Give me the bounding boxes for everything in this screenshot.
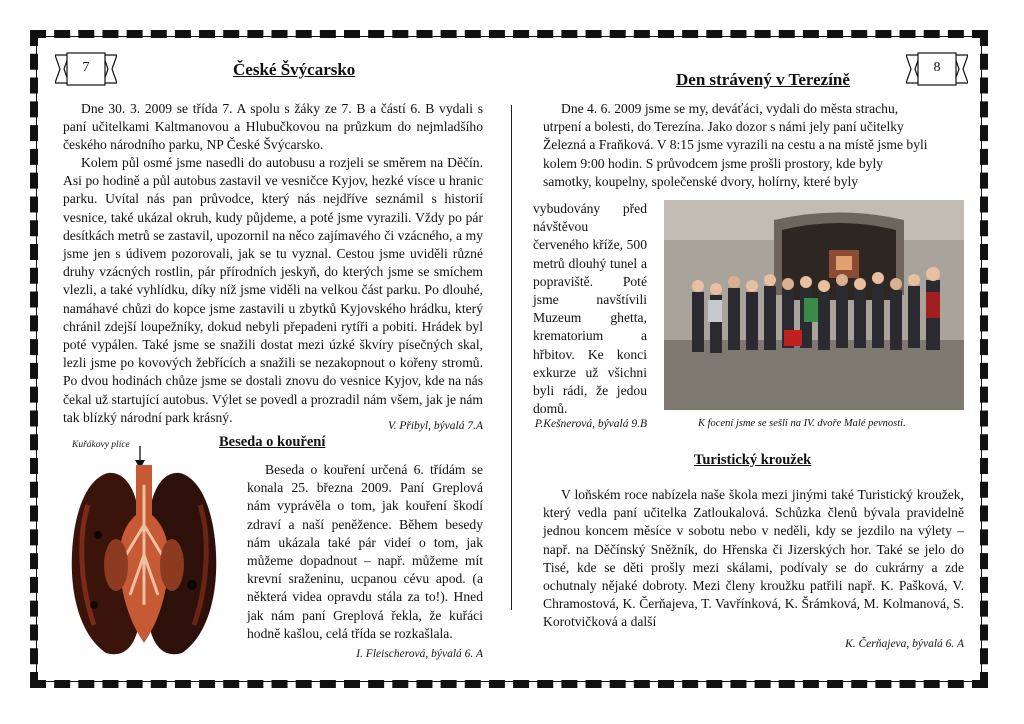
article-paragraph-2: Kolem půl osmé jsme nasedli do autobusu a rozjeli se směrem na Děčín. Asi po hodině a půl autobus zastavil ve vesničce Kyjov, hezké vísce u hranic parku. Uvítal nás pan průvodce, který nás nejdříve seznámil s historií vesnice, také ukázal okruh, kudy půjdeme, a poté jsme vyrazili. Vždy po pár desítkách metrů se zastavil, upozornil na něco zajímavého či vzácného, a my jsme jen s údivem pozorovali, jak se tu vyznal. Cestou jsme uviděli různé druhy vzácných rostlin, pár přírodních jeskyň, do kterých jsme se smíchem vlezli, a také vyhlídku, díky níž jsme viděli na velkou část parku. Po dlouhé, namáhavé chůzi do kopce jsme zastavili u zbytků Kyjovského hrádku, který chránil zdejší loupežníky, dokud nebyli přepadeni rytíři a pobiti. Hrádek byl poté vypálen. Také jsme se snažili dostat mezi úzké škvíry písečných skal, lezli jsme po kovových žebřících a snažili se nezakopnout o kořeny stromů. Po dvou hodinách chůze jsme se dostali znovu do vesnice Kyjov, kde na nás čekal už startující autobus. Výlet se povedl a prozradil nám všem, jak je nám tak blízký národní park krásný.	[63, 155, 483, 425]
page-number-badge-right	[906, 52, 968, 86]
intro-line: kolem 9:00 hodin. S průvodcem jsme prošli prostory, kde byly	[543, 155, 884, 171]
article-signature-left: V. Přibyl, bývalá 7.A	[388, 420, 483, 432]
smoker-lungs-image	[68, 465, 220, 660]
intro-line: samotky, koupelny, společenské dvory, holírny, které byly	[543, 173, 859, 189]
section-title-hiking: Turistický kroužek	[694, 452, 812, 468]
lungs-label: Kuřákovy plíce	[72, 440, 130, 450]
page-number-badge-left	[55, 52, 117, 86]
intro-line: Dne 4. 6. 2009 jsme se my, deváťáci, vydali do města strachu,	[561, 101, 899, 116]
intro-line: utrpení a bolesti, do Terezína. Jako dozor s námi jely paní učitelky	[543, 119, 904, 135]
terezin-article-continuation: vybudovány před návštěvou červeného kříže, 500 metrů dlouhý tunel a popraviště. Poté jsme navštívili Muzeum ghetta, krematorium a hřbitov. Ke konci exkurze už všichni byli rádi, že jedou domů.	[533, 201, 647, 417]
terezin-signature: P.Kešnerová, bývalá 9.B	[534, 418, 647, 430]
smoking-signature: I. Fleischerová, bývalá 6. A	[356, 648, 483, 660]
page-number-left: 7	[82, 60, 90, 75]
section-title-smoking: Beseda o kouření	[219, 434, 326, 450]
photo-caption: K focení jsme se sešli na IV. dvoře Malé pevnosti.	[698, 418, 906, 429]
article-paragraph-1: Dne 30. 3. 2009 se třída 7. A spolu s žáky ze 7. B a částí 6. B vydali s paní učitelkami Kaltmanovou a Hlubučkovou na průzkum do nejmladšího českého národního parku, NP České Švýcarsko.	[63, 101, 483, 153]
smoking-talk-text: Beseda o kouření určená 6. třídám se konala 25. března 2009. Paní Greplová nám vyprávěla o tom, jak kouření škodí zdraví a naší peněžence. Během besedy nám ukázala také pár videí o tom, jak můžeme dopadnout – např. můžeme mít krevní sraženinu, ucpanou cévu apod. (a některá videa opravdu stála za to!). Hned jak nám paní Greplová řekla, že kuřáci hodně kašlou, celá třída se rozkašlala.	[247, 462, 483, 641]
terezin-group-photo	[664, 200, 964, 410]
hiking-signature: K. Čerňajeva, bývalá 6. A	[845, 638, 964, 650]
intro-line: Železná a Fraňková. V 8:15 jsme vyrazili na cestu a na místě jsme byli	[543, 137, 928, 153]
column-divider	[511, 105, 512, 610]
article-title-left: České Švýcarsko	[233, 60, 356, 79]
terezin-article-intro	[543, 100, 983, 191]
page-number-right: 8	[933, 60, 941, 75]
article-title-right: Den strávený v Terezíně	[676, 70, 850, 89]
hiking-club-text: V loňském roce nabízela naše škola mezi jinými také Turistický kroužek, který vedla paní učitelka Zatloukalová. Schůzka členů bývala pravidelně jednou koncem měsíce v sobotu nebo v neděli, kdy se jezdilo na výlety – např. na Děčínský Sněžník, do Hřenska či Jizerských hor. Také se jelo do Tisé, kde se děti prošly mezi skálami, podívaly se do cukrárny a zde ochutnaly nějaké dobroty. Mezi členy kroužku patřili např. K. Pašková, V. Chramostová, K. Čerňajeva, T. Vavřínková, K. Šrámková, M. Kolmanová, S. Korotvičková a další	[543, 487, 964, 630]
